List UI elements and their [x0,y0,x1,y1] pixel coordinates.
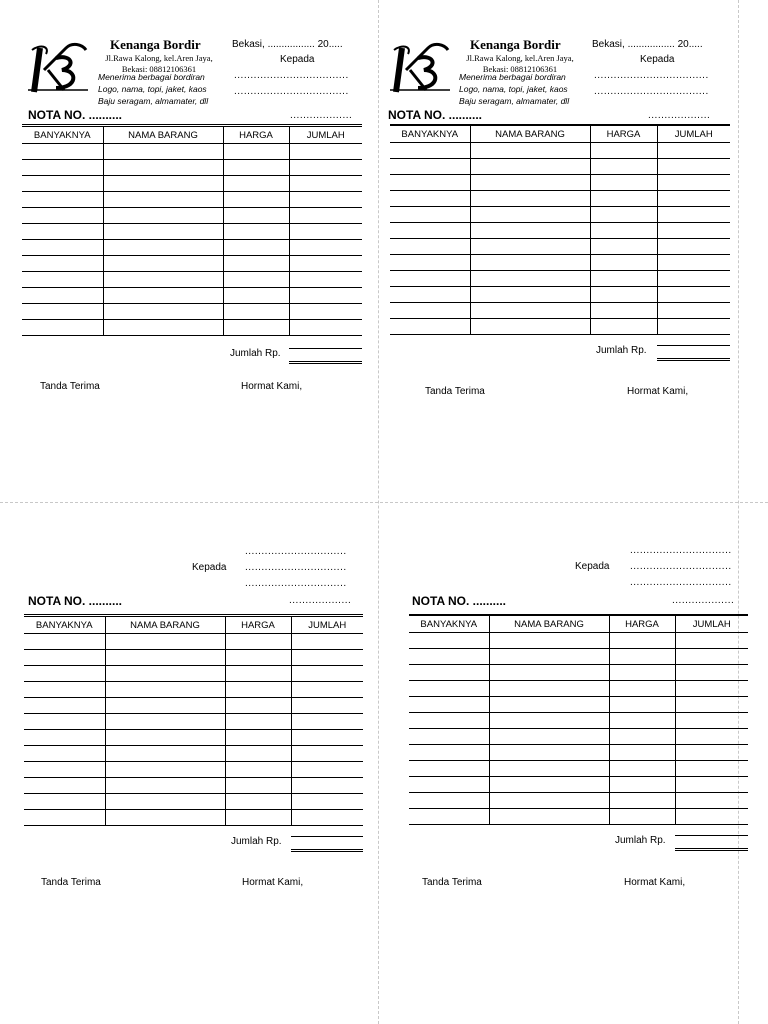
table-header [22,127,362,144]
kb-monogram-logo-icon [388,42,454,94]
col-banyaknya: BANYAKNYA [409,616,489,633]
table-row [390,159,730,175]
col-harga: HARGA [223,127,289,144]
nota-number-rule [24,614,363,615]
table-row [24,746,363,762]
table-row [409,697,748,713]
table-header [24,617,363,634]
kepada-dots-2: ................................... [594,86,709,97]
company-name: Kenanga Bordir [470,37,561,52]
table-row [390,319,730,335]
table-row [409,745,748,761]
table-row [24,714,363,730]
tanda-terima: Tanda Terima [41,877,101,888]
items-table [24,616,363,826]
table-row [24,810,363,826]
table-row [22,288,362,304]
table-row [24,666,363,682]
table-row [409,777,748,793]
col-banyaknya: BANYAKNYA [22,127,103,144]
address-line-1: Jl.Rawa Kalong, kel.Aren Jaya, [105,53,213,63]
table-row [390,223,730,239]
kepada-dots-1: ............................... [630,545,732,556]
table-row [24,778,363,794]
tagline-3: Baju seragam, almamater, dll [459,96,570,106]
kepada-label: Kepada [640,54,675,65]
table-row [24,762,363,778]
kepada-dots-3: ............................... [245,578,347,589]
total-amount-box [291,836,363,852]
table-row [24,634,363,650]
tagline-2: Logo, nama, topi, jaket, kaos [98,84,207,94]
table-row [390,143,730,159]
table-header [409,616,748,633]
table-row [22,176,362,192]
table-row [24,682,363,698]
nota-bottom-left [0,502,378,1024]
table-row [24,698,363,714]
total-amount-box [289,348,362,364]
table-row [24,794,363,810]
total-amount-box [675,835,748,851]
tagline [98,71,208,107]
table-row [22,224,362,240]
items-table [22,126,362,336]
address-line-1: Jl.Rawa Kalong, kel.Aren Jaya, [466,53,574,63]
nota-top-right [378,0,738,502]
table-row [22,160,362,176]
col-banyaknya: BANYAKNYA [390,126,470,143]
table-row [390,287,730,303]
table-row [22,320,362,336]
col-jumlah: JUMLAH [657,126,730,143]
kepada-dots-2: ................................... [234,86,349,97]
table-row [409,761,748,777]
table-row [22,240,362,256]
table-row [22,256,362,272]
table-row [409,633,748,649]
table-row [390,303,730,319]
company-name: Kenanga Bordir [110,37,201,52]
table-row [22,144,362,160]
nota-number-rule [22,124,362,125]
tanda-terima: Tanda Terima [422,877,482,888]
col-nama-barang: NAMA BARANG [105,617,225,634]
nota-top-left [0,0,378,502]
table-row [390,191,730,207]
table-row [409,713,748,729]
tagline-3: Baju seragam, almamater, dll [98,96,209,106]
col-harga: HARGA [590,126,657,143]
total-label: Jumlah Rp. [231,836,282,847]
kepada-label: Kepada [280,54,315,65]
kepada-dots-2: ............................... [245,562,347,573]
items-table [409,615,748,825]
date-label: Bekasi, ................. 20..... [592,39,703,50]
table-row [409,649,748,665]
tanda-terima: Tanda Terima [425,386,485,397]
kepada-dots-1: ............................... [245,546,347,557]
table-row [409,809,748,825]
nota-number: NOTA NO. .......... [388,108,483,122]
nota-number-dots: ................... [290,110,353,121]
kepada-dots-1: ................................... [594,70,709,81]
hormat-kami: Hormat Kami, [627,386,689,397]
hormat-kami: Hormat Kami, [241,381,303,392]
col-banyaknya: BANYAKNYA [24,617,105,634]
kepada-dots-2: ............................... [630,561,732,572]
nota-number: NOTA NO. .......... [28,108,123,122]
table-row [22,208,362,224]
table-row [390,255,730,271]
address-line-2: Bekasi: 08812106361 [121,64,197,74]
col-jumlah: JUMLAH [289,127,362,144]
hormat-kami: Hormat Kami, [242,877,304,888]
col-nama-barang: NAMA BARANG [489,616,609,633]
table-row [390,207,730,223]
tagline-1: Menerima berbagai bordiran [459,72,566,82]
table-row [409,793,748,809]
col-jumlah: JUMLAH [291,617,363,634]
table-row [390,239,730,255]
table-row [409,681,748,697]
total-label: Jumlah Rp. [615,835,666,846]
col-nama-barang: NAMA BARANG [103,127,223,144]
nota-number-dots: ................... [672,595,735,606]
nota-number: NOTA NO. .......... [412,594,507,608]
kepada-label: Kepada [575,561,610,572]
tagline-2: Logo, nama, topi, jaket, kaos [459,84,568,94]
tagline [459,71,569,107]
address-line-2: Bekasi: 08812106361 [482,64,558,74]
total-label: Jumlah Rp. [230,348,281,359]
kepada-label: Kepada [192,562,227,573]
col-nama-barang: NAMA BARANG [470,126,590,143]
nota-number: NOTA NO. .......... [28,594,123,608]
nota-number-dots: ................... [648,110,711,121]
kepada-dots-1: ................................... [234,70,349,81]
tanda-terima: Tanda Terima [40,381,100,392]
nota-number-dots: ................... [289,595,352,606]
table-row [409,665,748,681]
table-row [390,175,730,191]
col-jumlah: JUMLAH [675,616,748,633]
col-harga: HARGA [225,617,291,634]
kepada-dots-3: ............................... [630,577,732,588]
items-table [390,125,730,335]
table-header [390,126,730,143]
total-label: Jumlah Rp. [596,345,647,356]
date-label: Bekasi, ................. 20..... [232,39,343,50]
hormat-kami: Hormat Kami, [624,877,686,888]
col-harga: HARGA [609,616,675,633]
total-amount-box [657,345,730,361]
table-row [22,272,362,288]
kb-monogram-logo-icon [26,42,92,94]
table-row [409,729,748,745]
table-row [22,304,362,320]
table-row [24,650,363,666]
tagline-1: Menerima berbagai bordiran [98,72,205,82]
table-row [22,192,362,208]
nota-bottom-right [378,502,768,1024]
table-row [24,730,363,746]
table-row [390,271,730,287]
